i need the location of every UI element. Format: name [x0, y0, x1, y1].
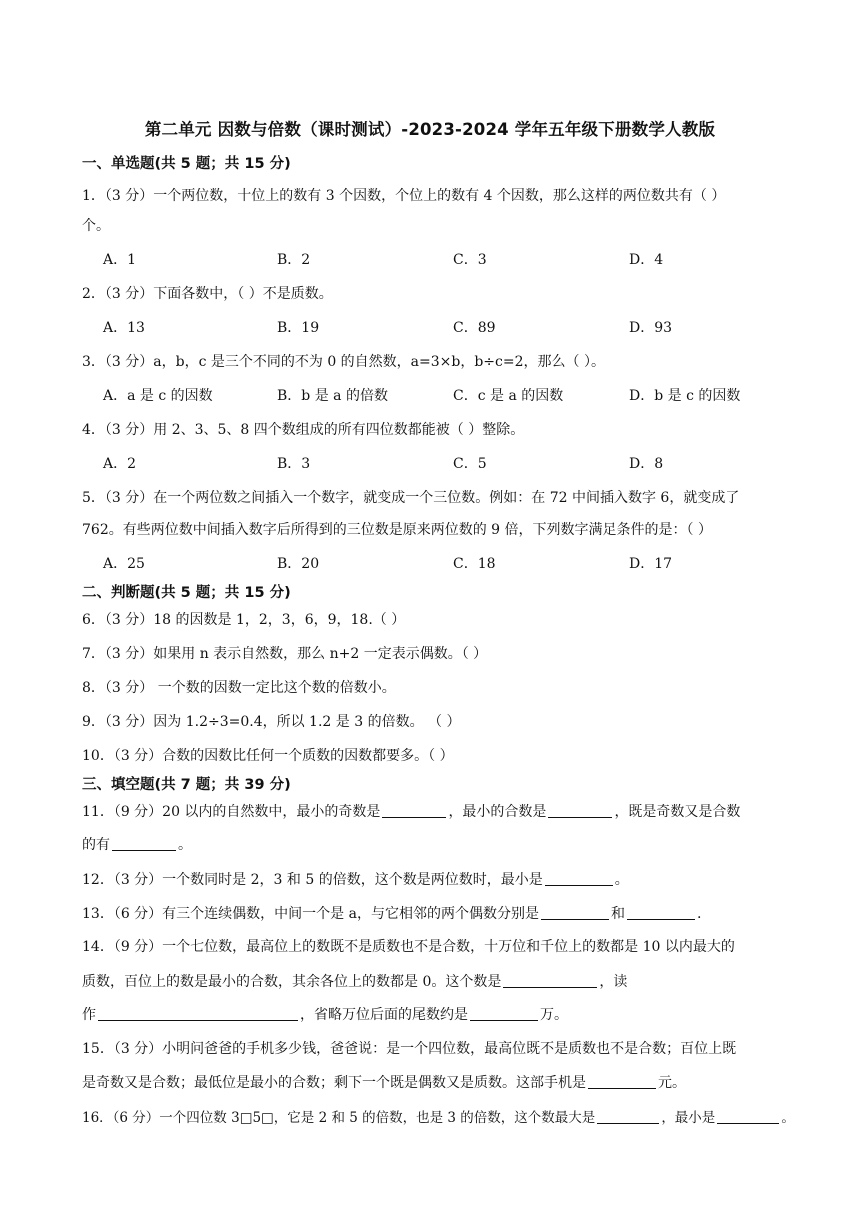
q11-blank-3	[112, 835, 176, 851]
q2-option-b: B．19	[277, 320, 320, 336]
q14-blank-2	[98, 1005, 298, 1021]
q13-blank-1	[541, 904, 609, 920]
q5-option-a: A．25	[103, 556, 145, 572]
question-1-line-2: 个。	[82, 218, 110, 234]
q14-text-e: 万。	[540, 1007, 568, 1023]
question-5-line-1: 5．（3 分）在一个两位数之间插入一个数字，就变成一个三位数。例如：在 72 中间插入数字 6，就变成了	[82, 490, 740, 506]
q2-option-a: A．13	[103, 320, 145, 336]
page-title: 第二单元 因数与倍数（课时测试）-2023-2024 学年五年级下册数学人教版	[144, 120, 716, 139]
q11-text-d: 的有	[82, 837, 110, 853]
question-16	[82, 1106, 795, 1126]
q11-text-e: 。	[178, 837, 192, 853]
q16-text-a: 16．（6 分）一个四位数 3□5□，它是 2 和 5 的倍数，也是 3 的倍数，这个数最大是	[82, 1110, 596, 1126]
question-11-line-1	[82, 801, 740, 821]
question-9: 9．（3 分）因为 1.2÷3=0.4，所以 1.2 是 3 的倍数。 （ ）	[82, 714, 461, 730]
q3-option-a: A．a 是 c 的因数	[103, 388, 213, 404]
q5-option-d: D．17	[629, 556, 673, 572]
question-6: 6．（3 分）18 的因数是 1，2，3，6，9，18.（ ）	[82, 612, 406, 628]
question-14-line-3	[82, 1004, 568, 1024]
q12-text-b: 。	[614, 872, 629, 888]
question-4: 4．（3 分）用 2、3、5、8 四个数组成的所有四位数都能被（ ）整除。	[82, 422, 525, 438]
q4-option-b: B．3	[277, 456, 311, 472]
q1-option-b: B．2	[277, 252, 311, 268]
question-7: 7．（3 分）如果用 n 表示自然数，那么 n+2 一定表示偶数。（ ）	[82, 646, 488, 662]
q12-text-a: 12．（3 分）一个数同时是 2，3 和 5 的倍数，这个数是两位数时，最小是	[82, 872, 543, 888]
q4-option-c: C．5	[453, 456, 487, 472]
q1-option-d: D．4	[629, 252, 664, 268]
q16-blank-1	[597, 1108, 659, 1124]
question-15-line-2	[82, 1072, 686, 1092]
q3-option-d: D．b 是 c 的因数	[629, 388, 741, 404]
q15-text-b: 元。	[658, 1075, 686, 1091]
q14-text-c: 作	[82, 1007, 96, 1023]
question-14-line-1: 14．（9 分）一个七位数，最高位上的数既不是质数也不是合数，十万位和千位上的数都是 10 以内最大的	[82, 939, 735, 955]
question-10: 10．（3 分）合数的因数比任何一个质数的因数都要多。（ ）	[82, 748, 454, 764]
q14-text-b: ，读	[599, 974, 628, 990]
question-1-line-1: 1．（3 分）一个两位数，十位上的数有 3 个因数，个位上的数有 4 个因数，那么这样的两位数共有（ ）	[82, 188, 726, 204]
q15-text-a: 是奇数又是合数；最低位是最小的合数；剩下一个既是偶数又是质数。这部手机是	[82, 1075, 586, 1091]
q4-option-d: D．8	[629, 456, 664, 472]
question-8: 8．（3 分） 一个数的因数一定比这个数的倍数小。	[82, 680, 396, 696]
question-11-line-2	[82, 834, 192, 854]
question-2: 2．（3 分）下面各数中，（ ）不是质数。	[82, 286, 333, 302]
q14-blank-3	[470, 1005, 538, 1021]
q1-option-c: C．3	[453, 252, 487, 268]
section-heading-fill-blank: 三、填空题(共 7 题；共 39 分)	[82, 777, 291, 793]
q12-blank	[545, 870, 613, 886]
q2-option-d: D．93	[629, 320, 673, 336]
q15-blank	[588, 1073, 656, 1089]
q3-option-c: C．c 是 a 的因数	[453, 388, 564, 404]
q5-option-c: C．18	[453, 556, 496, 572]
q14-blank-1	[503, 972, 597, 988]
q16-text-b: ，最小是	[661, 1110, 716, 1126]
q13-blank-2	[627, 904, 695, 920]
q3-option-b: B．b 是 a 的倍数	[277, 388, 388, 404]
q13-text-c: .	[696, 906, 702, 922]
question-3: 3．（3 分）a，b，c 是三个不同的不为 0 的自然数，a=3×b，b÷c=2，那么（ ）。	[82, 354, 605, 370]
q4-option-a: A．2	[103, 456, 137, 472]
section-heading-true-false: 二、判断题(共 5 题；共 15 分)	[82, 585, 291, 601]
q16-blank-2	[717, 1108, 779, 1124]
q13-text-a: 13．（6 分）有三个连续偶数，中间一个是 a，与它相邻的两个偶数分别是	[82, 906, 539, 922]
q13-text-b: 和	[610, 906, 625, 922]
q16-text-c: 。	[781, 1110, 795, 1126]
q11-blank-2	[548, 802, 612, 818]
q2-option-c: C．89	[453, 320, 496, 336]
q11-blank-1	[382, 802, 446, 818]
q14-text-a: 质数，百位上的数是最小的合数，其余各位上的数都是 0。这个数是	[82, 974, 502, 990]
question-14-line-2	[82, 971, 627, 991]
question-13	[82, 903, 701, 923]
question-12	[82, 869, 629, 889]
q11-text-a: 11．（9 分）20 以内的自然数中，最小的奇数是	[82, 804, 381, 820]
q14-text-d: ，省略万位后面的尾数约是	[300, 1007, 468, 1023]
q11-text-c: ，既是奇数又是合数	[614, 804, 741, 820]
q5-option-b: B．20	[277, 556, 320, 572]
q1-option-a: A．1	[103, 252, 137, 268]
q11-text-b: ，最小的合数是	[448, 804, 547, 820]
section-heading-single-choice: 一、单选题(共 5 题；共 15 分)	[82, 156, 291, 172]
question-15-line-1: 15．（3 分）小明问爸爸的手机多少钱，爸爸说：是一个四位数，最高位既不是质数也不是合数；百位上既	[82, 1041, 737, 1057]
question-5-line-2: 762。有些两位数中间插入数字后所得到的三位数是原来两位数的 9 倍，下列数字满足条件的是：（ ）	[82, 522, 712, 538]
